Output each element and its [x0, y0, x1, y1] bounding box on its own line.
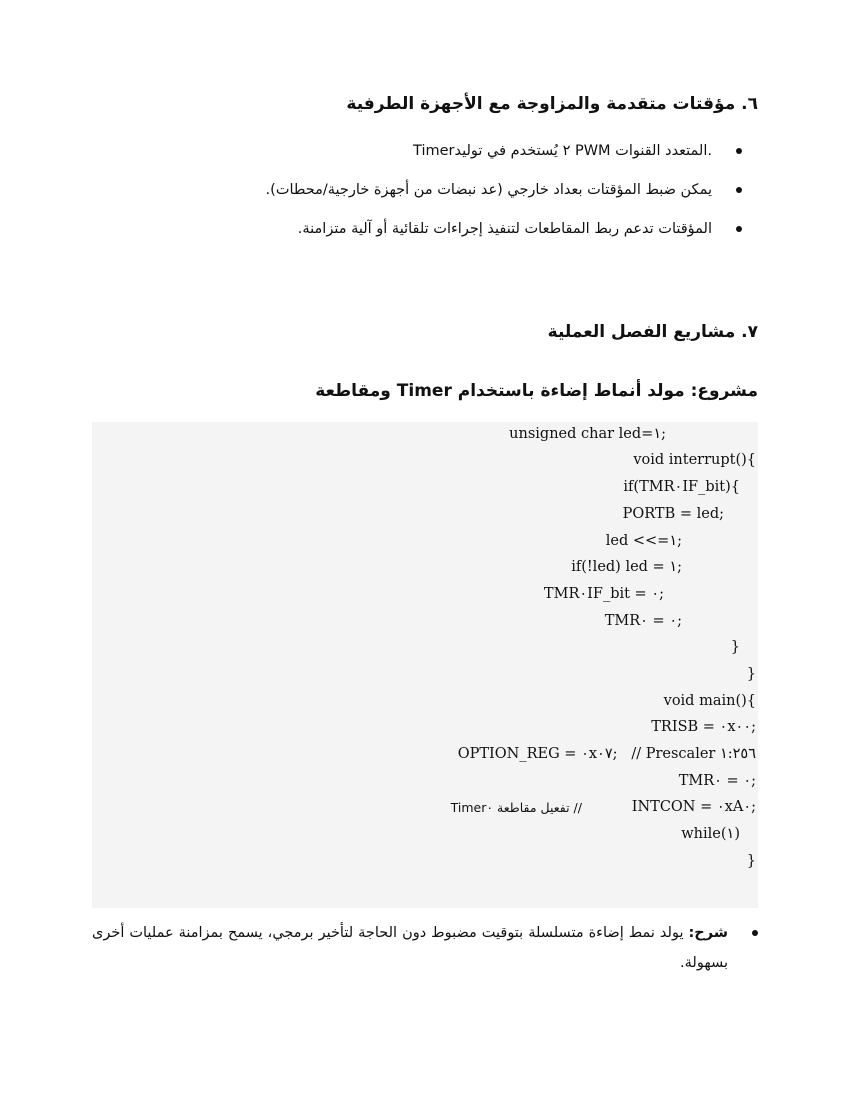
code-line: }: [746, 853, 756, 869]
bullet-icon: [736, 187, 742, 193]
code-line: if(TMR٠IF_bit){: [623, 479, 740, 495]
section-7-heading: ٧. مشاريع الفصل العملية: [547, 322, 758, 342]
explanation-paragraph: [92, 918, 758, 978]
explanation-text: يولد نمط إضاءة متسلسلة بتوقيت مضبوط دون الحاجة لتأخير برمجي، يسمح بمزامنة عمليات أخرى بسهولة.: [92, 925, 728, 971]
code-line: if(!led) led = ١;: [571, 559, 682, 575]
code-line: PORTB = led;: [622, 506, 724, 522]
code-line: while(١): [681, 826, 740, 842]
code-line: TMR٠IF_bit = ٠;: [543, 586, 664, 602]
code-line: void main(){: [663, 693, 756, 709]
code-line: OPTION_REG = ٠x٠٧; // Prescaler ١:٢٥٦: [457, 746, 756, 762]
section-6-heading: ٦. مؤقتات متقدمة والمزاوجة مع الأجهزة الطرفية: [346, 94, 758, 114]
code-comment: // تفعيل مقاطعة Timer٠: [450, 800, 582, 815]
list-item: [92, 218, 742, 240]
code-line: void interrupt(){: [633, 452, 756, 468]
bullet-text: المؤقتات تدعم ربط المقاطعات لتنفيذ إجراءات تلقائية أو آلية متزامنة.: [297, 221, 712, 237]
bullet-text: يمكن ضبط المؤقتات بعداد خارجي (عد نبضات من أجهزة خارجية/محطات).: [265, 182, 712, 198]
code-block: [92, 422, 758, 908]
bullet-text: Timer٢ يُستخدم في توليد PWM المتعدد القنوات.: [413, 143, 712, 159]
explanation-label: شرح:: [688, 925, 728, 941]
bullet-icon: [736, 226, 742, 232]
bullet-icon: [736, 148, 742, 154]
code-line: }: [746, 666, 756, 682]
code-line: TMR٠ = ٠;: [678, 773, 756, 789]
list-item: [92, 140, 742, 162]
code-line: TMR٠ = ٠;: [604, 613, 682, 629]
bullet-icon: [752, 930, 758, 936]
code-line: led <<=١;: [605, 533, 682, 549]
code-line: unsigned char led=١;: [509, 426, 666, 442]
code-line: }: [730, 639, 740, 655]
list-item: [92, 179, 742, 201]
project-title: مشروع: مولد أنماط إضاءة باستخدام Timer ومقاطعة: [315, 381, 758, 401]
code-line: INTCON = ٠xA٠;: [631, 799, 756, 815]
code-line: TRISB = ٠x٠٠;: [651, 719, 756, 735]
section-6-bullet-list: [92, 140, 742, 257]
